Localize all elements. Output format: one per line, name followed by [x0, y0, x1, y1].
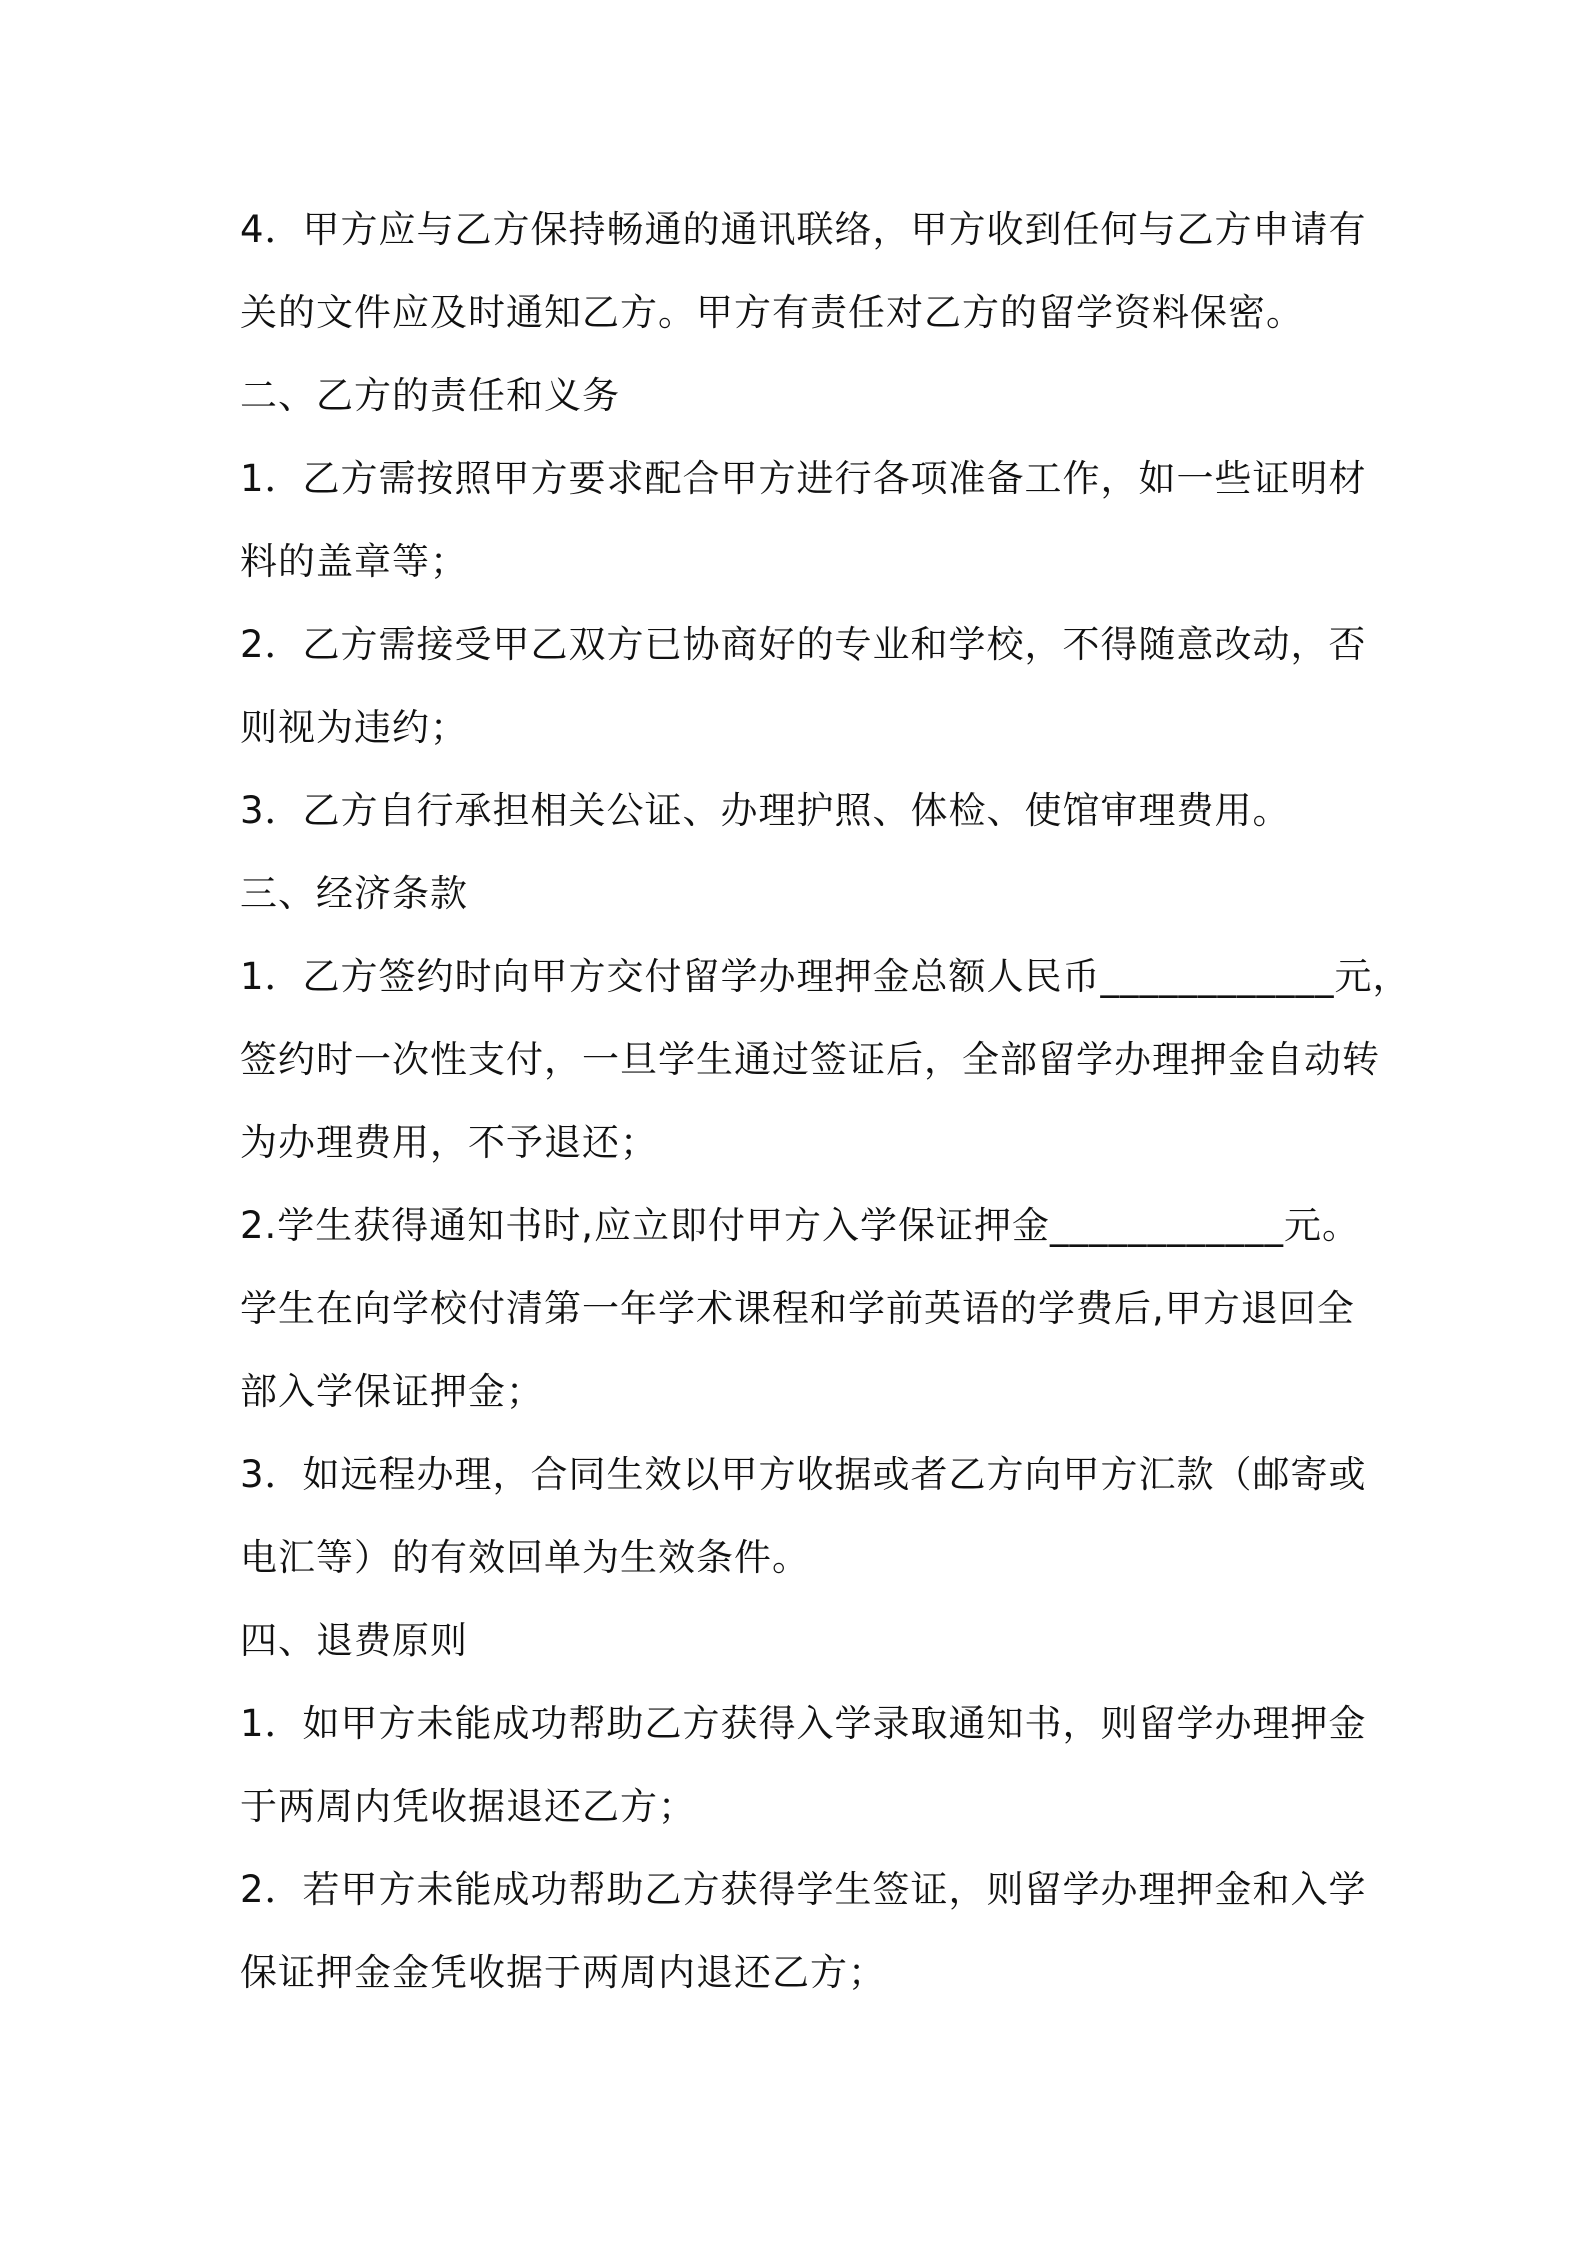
text-line: 电汇等）的有效回单为生效条件。 [240, 1536, 810, 1579]
text-line: 签约时一次性支付，一旦学生通过签证后，全部留学办理押金自动转 [240, 1038, 1380, 1081]
text-line: 2．若甲方未能成功帮助乙方获得学生签证，则留学办理押金和入学 [240, 1868, 1367, 1911]
text-line: 3．乙方自行承担相关公证、办理护照、体检、使馆审理费用。 [240, 789, 1291, 832]
text-line: 3．如远程办理，合同生效以甲方收据或者乙方向甲方汇款（邮寄或 [240, 1453, 1367, 1496]
text-line: 则视为违约； [240, 706, 468, 749]
section-heading: 三、经济条款 [240, 872, 468, 915]
text-line: 学生在向学校付清第一年学术课程和学前英语的学费后,甲方退回全 [240, 1287, 1355, 1330]
text-line: 2．乙方需接受甲乙双方已协商好的专业和学校，不得随意改动，否 [240, 623, 1367, 666]
text-line: 2.学生获得通知书时,应立即付甲方入学保证押金____________元。 [240, 1204, 1361, 1247]
text-line: 关的文件应及时通知乙方。甲方有责任对乙方的留学资料保密。 [240, 291, 1304, 334]
text-line: 保证押金金凭收据于两周内退还乙方； [240, 1951, 886, 1994]
text-line: 1．乙方签约时向甲方交付留学办理押金总额人民币____________元， [240, 955, 1411, 998]
text-line: 1．乙方需按照甲方要求配合甲方进行各项准备工作，如一些证明材 [240, 457, 1367, 500]
section-heading: 二、乙方的责任和义务 [240, 374, 620, 417]
text-line: 于两周内凭收据退还乙方； [240, 1785, 696, 1828]
section-heading: 四、退费原则 [240, 1619, 468, 1662]
text-line: 为办理费用，不予退还； [240, 1121, 658, 1164]
text-line: 料的盖章等； [240, 540, 468, 583]
text-line: 部入学保证押金； [240, 1370, 544, 1413]
text-line: 4．甲方应与乙方保持畅通的通讯联络，甲方收到任何与乙方申请有 [240, 208, 1367, 251]
text-line: 1．如甲方未能成功帮助乙方获得入学录取通知书，则留学办理押金 [240, 1702, 1367, 1745]
